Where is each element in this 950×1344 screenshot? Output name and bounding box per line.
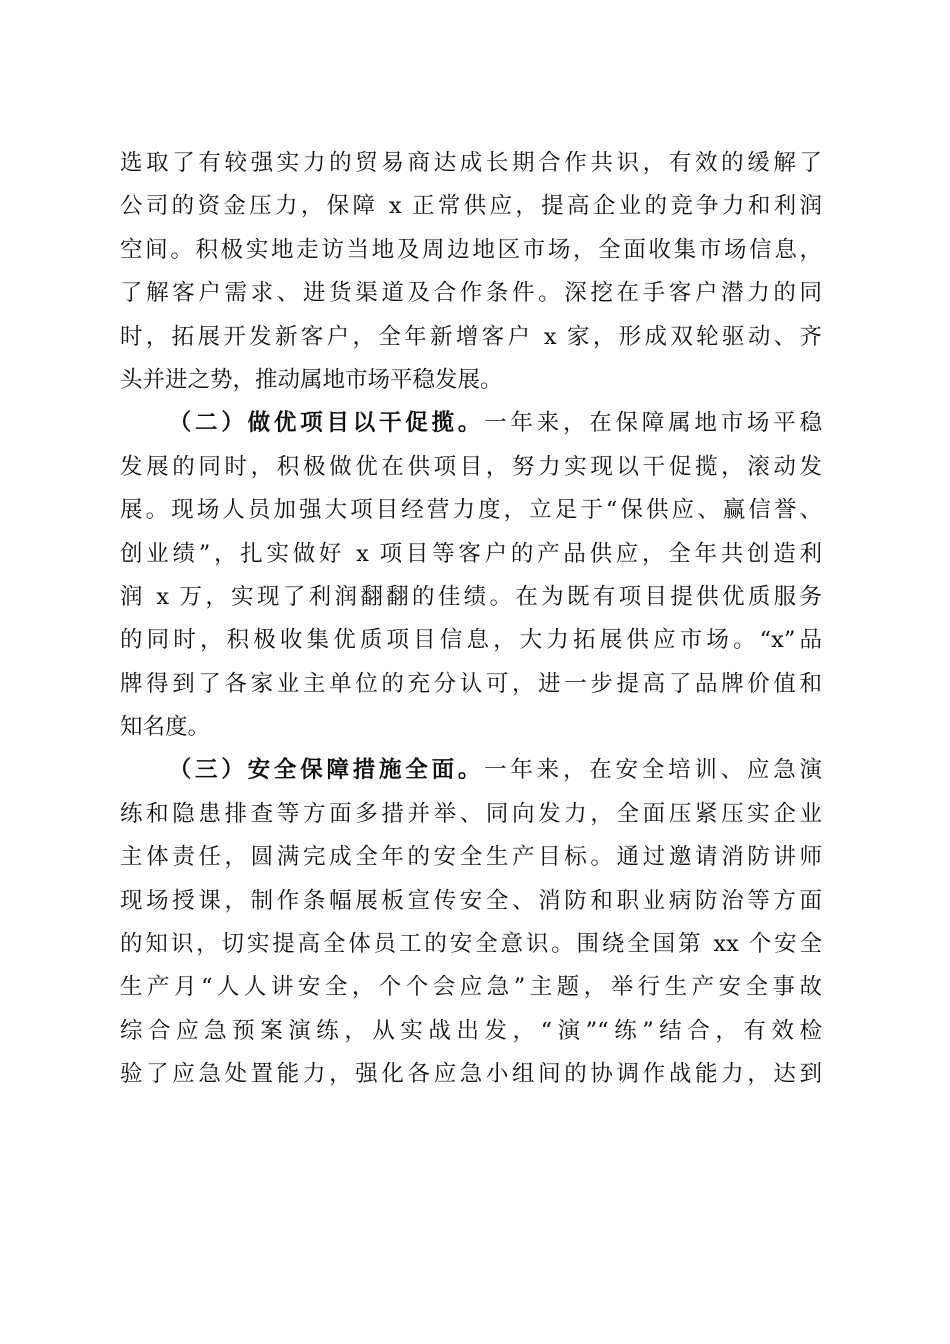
- text-line: 牌得到了各家业主单位的充分认可，进一步提高了品牌价值和: [120, 670, 822, 697]
- text-line: 现场授课，制作条幅展板宣传安全、消防和职业病防治等方面: [120, 887, 822, 914]
- text-line: 公司的资金压力，保障 x 正常供应，提高企业的竞争力和利润: [120, 193, 822, 220]
- text-line: 的知识，切实提高全体员工的安全意识。围绕全国第 xx 个安全: [120, 931, 822, 958]
- text-line: 验了应急处置能力，强化各应急小组间的协调作战能力，达到: [120, 1061, 822, 1088]
- text-line: 润 x 万，实现了利润翻翻的佳绩。在为既有项目提供优质服务: [120, 583, 822, 610]
- text-line: 时，拓展开发新客户，全年新增客户 x 家，形成双轮驱动、齐: [120, 323, 822, 350]
- text-line: 空间。积极实地走访当地及周边地区市场，全面收集市场信息，: [120, 236, 822, 263]
- text-line: 综合应急预案演练，从实战出发，“演”“练”结合，有效检: [120, 1017, 822, 1044]
- text-line: 一年来，在保障属地市场平稳: [484, 410, 822, 437]
- section-heading: （三）安全保障措施全面。: [165, 757, 485, 784]
- paragraph-safety: [120, 749, 822, 1096]
- text-line: 知名度。: [120, 714, 211, 741]
- text-line: 选取了有较强实力的贸易商达成长期合作共识，有效的缓解了: [120, 150, 822, 176]
- text-line: 头并进之势，推动属地市场平稳发展。: [120, 366, 503, 393]
- paragraph-projects: [120, 402, 822, 749]
- text-line: 展。现场人员加强大项目经营力度，立足于“保供应、赢信誉、: [120, 497, 822, 524]
- section-heading: （二）做优项目以干促揽。: [165, 410, 485, 437]
- text-line: 一年来，在安全培训、应急演: [484, 757, 822, 784]
- text-line: 主体责任，圆满完成全年的安全生产目标。通过邀请消防讲师: [120, 844, 822, 871]
- paragraph-continuation: [120, 142, 822, 402]
- paragraph-first-line: [120, 402, 822, 445]
- text-line: 的同时，积极收集优质项目信息，大力拓展供应市场。“x”品: [120, 627, 822, 654]
- text-line: 了解客户需求、进货渠道及合作条件。深挖在手客户潜力的同: [120, 280, 822, 307]
- text-line: 练和隐患排查等方面多措并举、同向发力，全面压紧压实企业: [120, 800, 822, 827]
- text-line: 生产月“人人讲安全，个个会应急”主题，举行生产安全事故: [120, 974, 822, 1001]
- paragraph-first-line: [120, 749, 822, 792]
- text-line: 发展的同时，积极做优在供项目，努力实现以干促揽，滚动发: [120, 453, 822, 480]
- text-line: 创业绩”，扎实做好 x 项目等客户的产品供应，全年共创造利: [120, 540, 822, 567]
- document-body: [120, 142, 822, 1097]
